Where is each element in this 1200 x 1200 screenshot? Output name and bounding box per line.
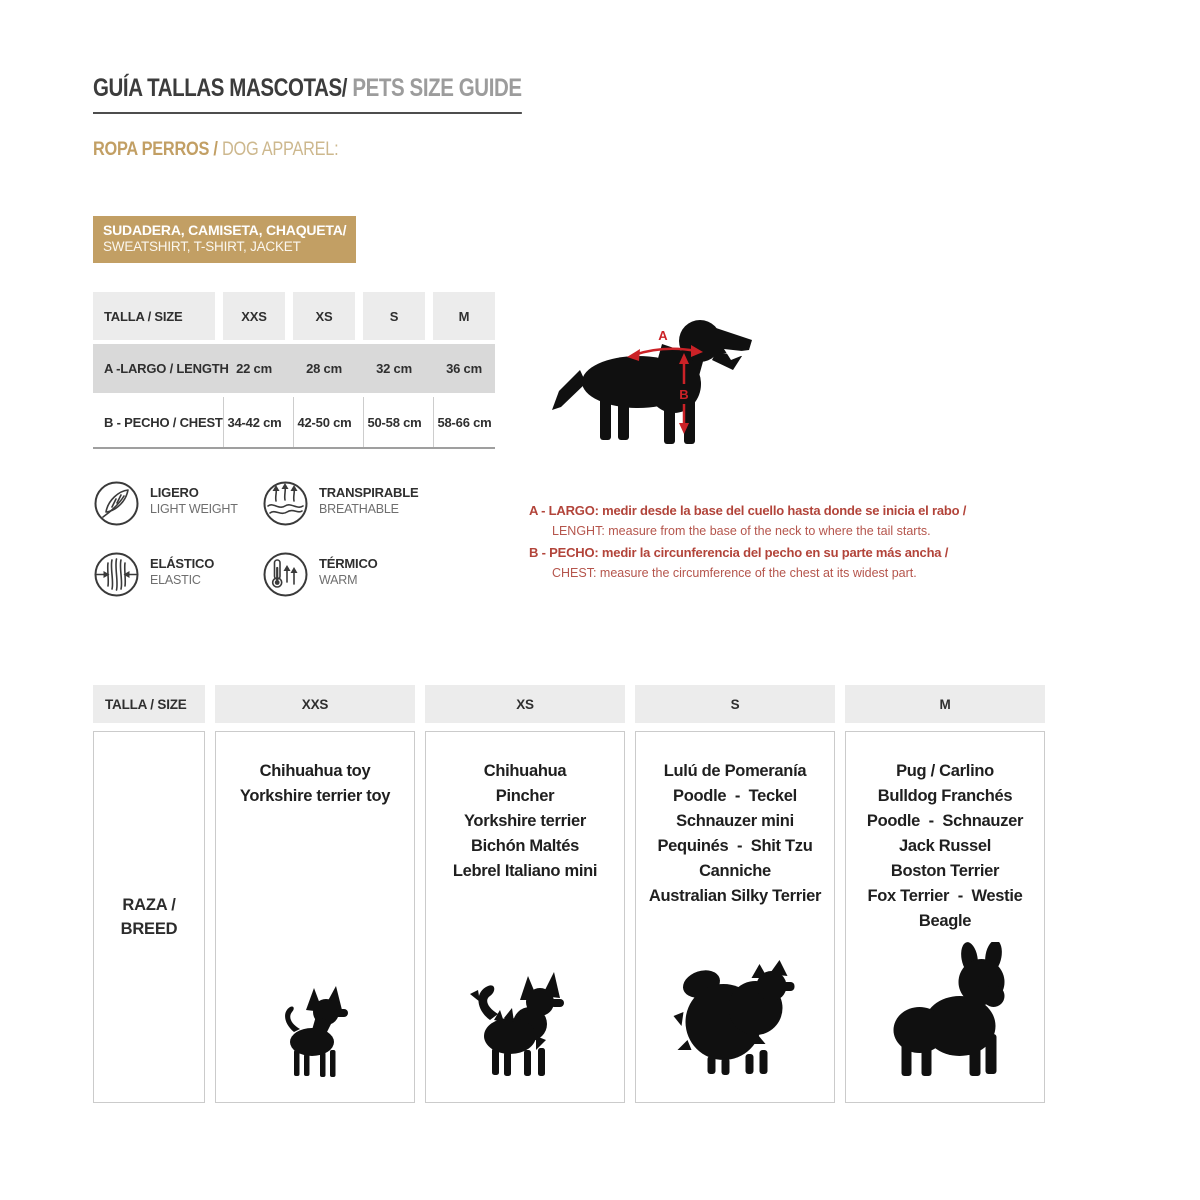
note-a-line-en: LENGHT: measure from the base of the neck to where the tail starts. xyxy=(552,524,931,538)
breed-cell-xs xyxy=(425,731,625,1103)
breed-table-body-row xyxy=(93,731,1045,1103)
length-xxs-value: 22 cm xyxy=(236,361,272,376)
category-banner xyxy=(93,216,356,263)
size-table-header-row xyxy=(93,292,495,340)
breed-item: Pug / Carlino xyxy=(896,762,994,780)
pomeranian-silhouette xyxy=(668,956,803,1078)
breed-item: Yorkshire terrier xyxy=(463,812,587,830)
fabric-features xyxy=(93,480,431,622)
breed-list-s xyxy=(636,732,834,909)
breed-list-xxs xyxy=(216,732,414,809)
note-b-label: B - PECHO: xyxy=(529,545,599,560)
length-row-label: A -LARGO / LENGTH xyxy=(104,361,229,376)
length-arrow-label: A xyxy=(658,328,668,343)
note-a-line-es xyxy=(529,500,967,521)
note-a-label: A - LARGO: xyxy=(529,503,599,518)
note-a-text-es: medir desde la base del cuello hasta donde se inicia el rabo / xyxy=(598,503,967,518)
breed-item: Poodle - Schnauzer xyxy=(866,812,1024,830)
feature-name: TÉRMICO xyxy=(319,556,378,571)
breed-item: Beagle xyxy=(918,912,972,930)
page-subtitle-en: DOG APPAREL: xyxy=(221,139,339,160)
feature-elastic xyxy=(93,551,262,622)
page-subtitle xyxy=(93,139,338,161)
page-subtitle-es: ROPA PERROS / xyxy=(93,139,222,160)
size-table-length-row xyxy=(93,344,495,393)
breed-item: Schnauzer mini xyxy=(676,812,794,830)
chest-xxs-value: 34-42 cm xyxy=(223,397,285,447)
feature-subname: ELASTIC xyxy=(150,573,201,587)
page-title xyxy=(93,74,522,114)
breed-item: Lulú de Pomeranía xyxy=(663,762,807,780)
breed-item: Yorkshire terrier toy xyxy=(239,787,391,805)
size-table-chest-row xyxy=(93,397,495,449)
breed-item: Poodle - Teckel xyxy=(673,787,797,805)
breed-size-table xyxy=(93,685,1045,1103)
size-measurements-table xyxy=(93,292,495,449)
breed-item: Fox Terrier - Westie xyxy=(867,887,1023,905)
breed-list-m xyxy=(846,732,1044,934)
chest-s-value: 50-58 cm xyxy=(363,397,425,447)
breed-list-xs xyxy=(426,732,624,884)
page-title-en: PETS SIZE GUIDE xyxy=(347,74,522,102)
breed-row-label-en: BREED xyxy=(120,920,178,938)
feature-warm xyxy=(262,551,431,622)
note-b-line-en: CHEST: measure the circumference of the chest at its widest part. xyxy=(552,566,917,580)
chihuahua-toy-silhouette xyxy=(276,986,354,1078)
category-banner-line1: SUDADERA, CAMISETA, CHAQUETA/ xyxy=(103,222,347,238)
breed-row-label-cell xyxy=(93,731,205,1103)
feature-subname: WARM xyxy=(319,573,358,587)
thermometer-icon xyxy=(262,551,309,598)
chest-arrow-label: B xyxy=(679,387,689,402)
size-table-header-m: M xyxy=(433,292,495,340)
feature-lightweight xyxy=(93,480,262,551)
breed-item: Pequinés - Shit Tzu xyxy=(657,837,813,855)
feature-name: ELÁSTICO xyxy=(150,556,215,571)
chest-m-value: 58-66 cm xyxy=(433,397,495,447)
breed-item: Australian Silky Terrier xyxy=(648,887,822,905)
breed-item: Canniche xyxy=(699,862,771,880)
breed-cell-xxs xyxy=(215,731,415,1103)
breed-table-header-xs: XS xyxy=(425,685,625,723)
chest-row-label: B - PECHO / CHEST xyxy=(104,414,223,430)
breed-table-header-xxs: XXS xyxy=(215,685,415,723)
length-xs-value: 28 cm xyxy=(306,361,342,376)
length-m-value: 36 cm xyxy=(446,361,482,376)
labrador-measure-diagram xyxy=(550,298,765,453)
breed-item: Lebrel Italiano mini xyxy=(452,862,598,880)
breed-cell-m xyxy=(845,731,1045,1103)
breed-table-header-row xyxy=(93,685,1045,723)
breed-item: Bichón Maltés xyxy=(471,837,579,855)
breed-table-header-s: S xyxy=(635,685,835,723)
breed-item: Chihuahua toy xyxy=(259,762,371,780)
length-s-value: 32 cm xyxy=(376,361,412,376)
breed-item: Chihuahua xyxy=(483,762,567,780)
size-table-header-label: TALLA / SIZE xyxy=(93,292,215,340)
page-title-es: GUÍA TALLAS MASCOTAS/ xyxy=(93,74,348,102)
feather-icon xyxy=(93,480,140,527)
longhair-chihuahua-silhouette xyxy=(466,972,584,1078)
feature-name: LIGERO xyxy=(150,485,199,500)
breed-cell-s xyxy=(635,731,835,1103)
measuring-instructions xyxy=(529,500,967,584)
feature-breathable xyxy=(262,480,431,551)
breed-item: Jack Russel xyxy=(898,837,992,855)
breathable-arrows-icon xyxy=(262,480,309,527)
french-bulldog-silhouette xyxy=(878,942,1013,1078)
breed-item: Bulldog Franchés xyxy=(877,787,1013,805)
size-table-header-xxs: XXS xyxy=(223,292,285,340)
feature-name: TRANSPIRABLE xyxy=(319,485,419,500)
breed-table-header-label: TALLA / SIZE xyxy=(93,685,205,723)
chest-xs-value: 42-50 cm xyxy=(293,397,355,447)
note-b-line-es xyxy=(529,542,959,563)
feature-subname: LIGHT WEIGHT xyxy=(150,502,238,516)
feature-subname: BREATHABLE xyxy=(319,502,399,516)
elastic-arrows-icon xyxy=(93,551,140,598)
category-banner-line2: SWEATSHIRT, T-SHIRT, JACKET xyxy=(103,239,301,254)
size-table-header-xs: XS xyxy=(293,292,355,340)
breed-table-header-m: M xyxy=(845,685,1045,723)
size-table-header-s: S xyxy=(363,292,425,340)
breed-item: Pincher xyxy=(495,787,555,805)
breed-item: Boston Terrier xyxy=(890,862,1000,880)
note-b-text-es: medir la circunferencia del pecho en su parte más ancha / xyxy=(598,545,949,560)
breed-row-label-es: RAZA / xyxy=(122,896,176,914)
